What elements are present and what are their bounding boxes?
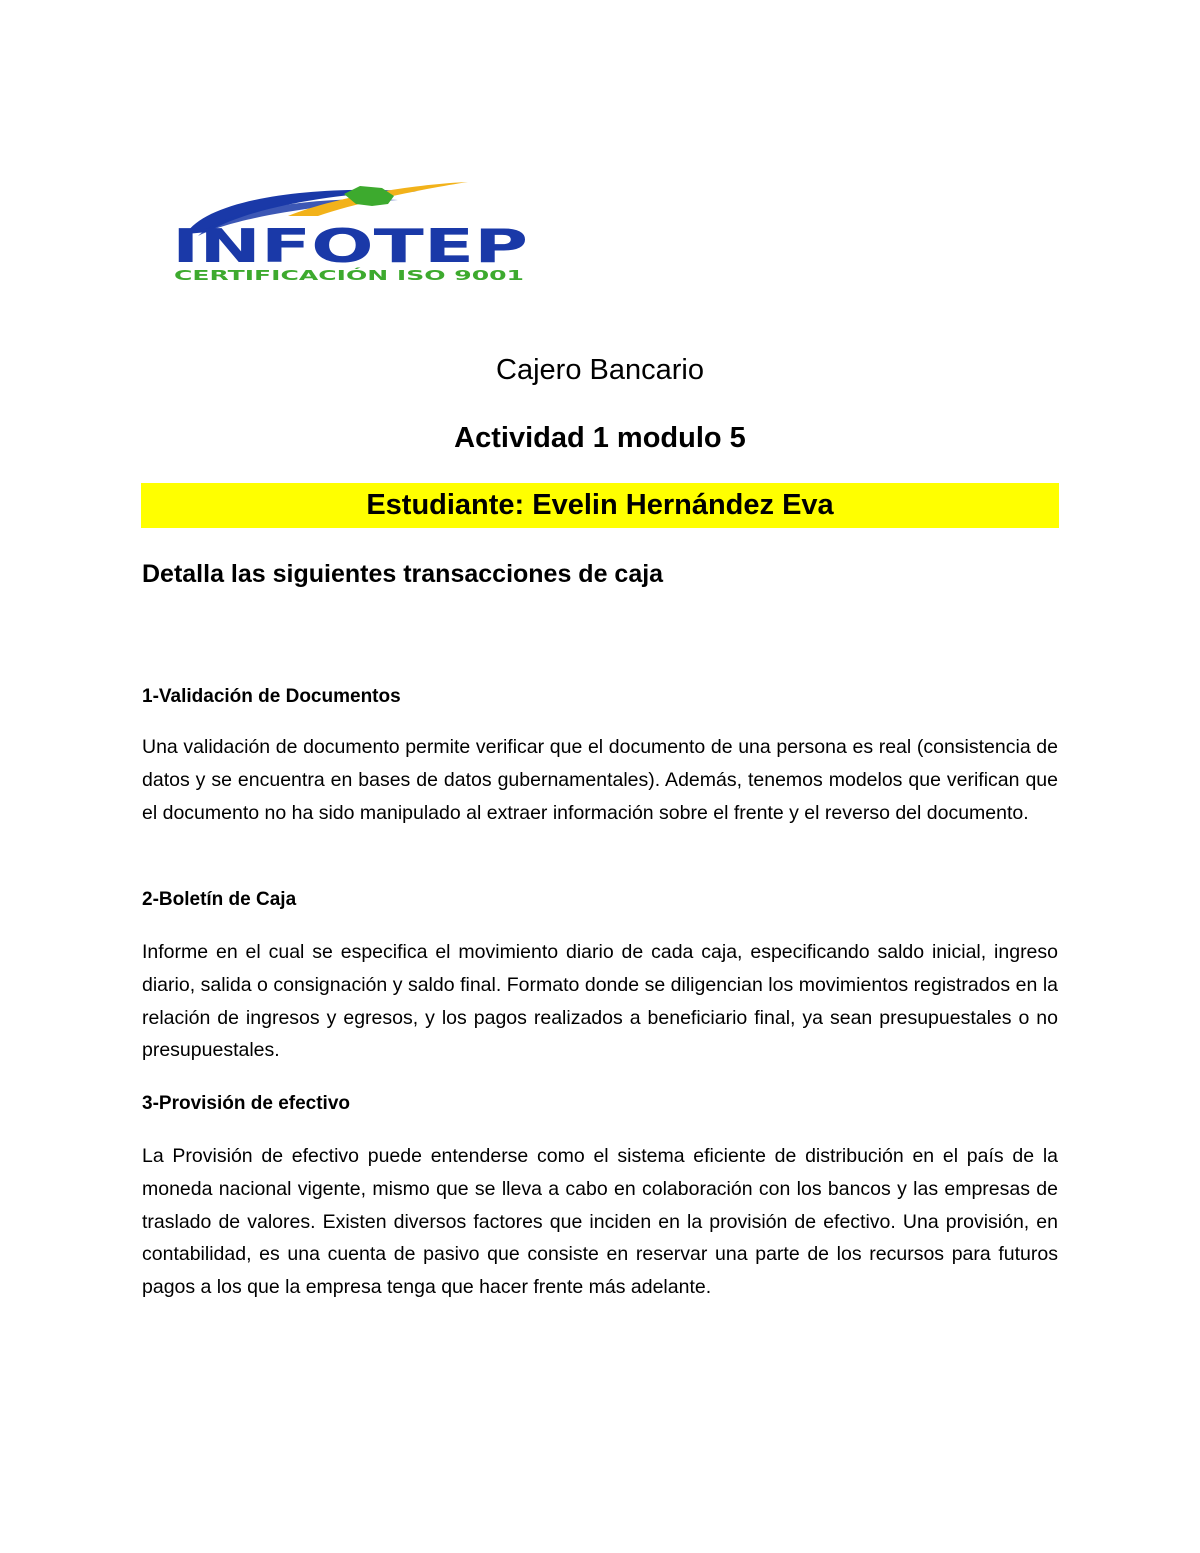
- student-name-banner: Estudiante: Evelin Hernández Eva: [141, 483, 1059, 528]
- logo-wordmark: INFOTEP: [172, 219, 528, 273]
- logo-tagline: CERTIFICACIÓN ISO 9001: [174, 269, 356, 284]
- section-body-validacion: Una validación de documento permite verificar que el documento de una persona es real (consistencia de datos y se encuentra en bases de datos gubernamentales). Además, tenemos modelos que verifican que el documento no ha sido manipulado al extraer información sobre el frente y el reverso del documento.: [142, 736, 1058, 824]
- section-heading-boletin: 2-Boletín de Caja: [142, 889, 297, 910]
- section-body-boletin: Informe en el cual se especifica el movimiento diario de cada caja, especificando saldo inicial, ingreso diario, salida o consignación y saldo final. Formato donde se diligencian los movimientos registrados en la relación de ingresos y egresos, y los pagos realizados a beneficiario final, ya sean presupuestales o no presupuestales.: [142, 941, 1058, 1062]
- infotep-logo: [168, 176, 533, 286]
- document-title: Cajero Bancario: [496, 354, 704, 386]
- activity-title: Actividad 1 modulo 5: [454, 422, 746, 454]
- infotep-logo-graphic: [168, 176, 533, 286]
- section-body-provision: La Provisión de efectivo puede entenderse como el sistema eficiente de distribución en el país de la moneda nacional vigente, mismo que se lleva a cabo en colaboración con los bancos y las empresas de traslado de valores. Existen diversos factores que inciden en la provisión de efectivo. Una provisión, en contabilidad, es una cuenta de pasivo que consiste en reservar una parte de los recursos para futuros pagos a los que la empresa tenga que hacer frente más adelante.: [142, 1145, 1058, 1299]
- instruction-heading: Detalla las siguientes transacciones de caja: [142, 560, 664, 588]
- section-heading-provision: 3-Provisión de efectivo: [142, 1093, 351, 1114]
- section-heading-validacion: 1-Validación de Documentos: [142, 686, 401, 707]
